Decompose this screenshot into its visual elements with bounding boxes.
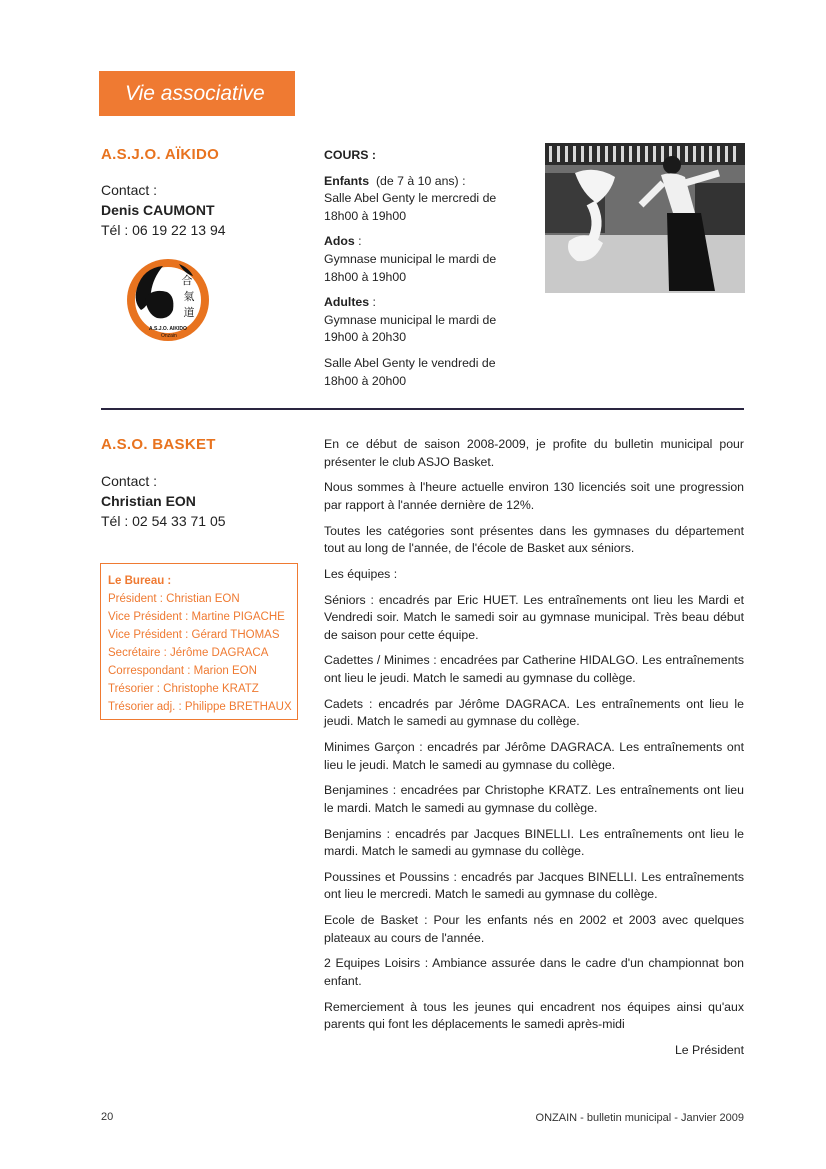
basket-paragraph: Cadets : encadrés par Jérôme DAGRACA. Les entraînements ont lieu le jeudi. Match le samedi au gymnase du collège. — [324, 696, 744, 729]
bureau-member: Président : Christian EON — [108, 593, 240, 605]
aikido-photo-illustration — [545, 143, 745, 293]
basket-paragraph: Poussines et Poussins : encadrés par Jacques BINELLI. Les entraînements ont lieu le mercredi. Match le samedi au gymnase du collège. — [324, 869, 744, 902]
enfants-label: Enfants — [324, 173, 370, 188]
ados-line2: 18h00 à 19h00 — [324, 269, 407, 284]
adultes-line1: Gymnase municipal le mardi de — [324, 312, 497, 327]
bureau-member: Trésorier adj. : Philippe BRETHAUX — [108, 701, 292, 713]
aikido-courses — [324, 147, 534, 398]
courses-vendredi — [324, 355, 534, 390]
basket-contact-label: Contact : — [101, 473, 158, 489]
aikido-phone: Tél : 06 19 22 13 94 — [101, 222, 226, 238]
basket-phone: Tél : 02 54 33 71 05 — [101, 513, 226, 529]
courses-adultes — [324, 294, 534, 347]
section-banner: Vie associative — [99, 71, 295, 116]
basket-paragraph: Nous sommes à l'heure actuelle environ 130 licenciés soit une progression par rapport à l'année dernière de 12%. — [324, 480, 744, 512]
basket-contact-name: Christian EON — [101, 493, 196, 509]
enfants-age: (de 7 à 10 ans) : — [375, 173, 466, 188]
basket-paragraph: Benjamines : encadrées par Christophe KRATZ. Les entraînements ont lieu le mardi. Match le samedi au gymnase du collège. — [324, 783, 744, 815]
aikido-logo-text: A.S.J.O. AIKIDO — [149, 326, 187, 332]
enfants-line1: Salle Abel Genty le mercredi de — [324, 191, 497, 206]
courses-ados — [324, 233, 534, 286]
bureau-member: Correspondant : Marion EON — [108, 665, 257, 677]
ados-label: Ados — [324, 234, 355, 249]
bureau-member: Vice Président : Gérard THOMAS — [108, 629, 280, 641]
enfants-line2: 18h00 à 19h00 — [324, 208, 407, 223]
aikido-logo-subtext: Onzain — [161, 333, 177, 339]
aikido-logo — [123, 258, 213, 348]
basket-paragraph: Séniors : encadrés par Eric HUET. Les entraînements ont lieu les Mardi et Vendredi soir. Match le samedi soir au gymnase municipal. Très beau début de saison pour cette équipe. — [324, 592, 744, 642]
bureau-box — [100, 563, 298, 720]
section-divider — [101, 408, 744, 410]
aikido-contact — [101, 180, 226, 240]
basket-signature: Le Président — [674, 1042, 744, 1057]
vendredi-line2: 18h00 à 20h00 — [324, 373, 407, 388]
adultes-line2: 19h00 à 20h30 — [324, 330, 407, 345]
adultes-label: Adultes — [324, 295, 370, 310]
basket-paragraph: Remerciement à tous les jeunes qui encadrent nos équipes ainsi qu'aux parents qui font les déplacements le samedi après-midi — [324, 999, 744, 1032]
basket-paragraph: Cadettes / Minimes : encadrées par Catherine HIDALGO. Les entraînements ont lieu le jeudi. Match le samedi au gymnase du collège. — [324, 653, 744, 685]
adultes-colon: : — [372, 295, 376, 310]
courses-enfants — [324, 173, 534, 226]
basket-article — [324, 436, 744, 1068]
basket-paragraph: Ecole de Basket : Pour les enfants nés en 2002 et 2003 avec quelques plateaux au cours de l'année. — [324, 913, 744, 945]
basket-paragraph: 2 Equipes Loisirs : Ambiance assurée dans le cadre d'un championnat bon enfant. — [324, 956, 744, 988]
page-number: 20 — [101, 1111, 114, 1123]
aikido-contact-name: Denis CAUMONT — [101, 202, 215, 218]
bureau-member: Secrétaire : Jérôme DAGRACA — [108, 647, 269, 659]
basket-paragraph: Les équipes : — [324, 566, 398, 581]
basket-contact — [101, 471, 226, 531]
aikido-title: A.S.J.O. AÏKIDO — [101, 146, 220, 163]
basket-paragraph: Minimes Garçon : encadrés par Jérôme DAGRACA. Les entraînements ont lieu le jeudi. Match le samedi au gymnase du collège. — [324, 739, 744, 772]
publication-footer: ONZAIN - bulletin municipal - Janvier 2009 — [535, 1112, 744, 1124]
basket-paragraph: Toutes les catégories sont présentes dans les gymnases du département tout au long de l'année, de l'école de Basket aux séniors. — [324, 523, 744, 556]
basket-title: A.S.O. BASKET — [101, 436, 216, 453]
svg-text:合: 合 — [181, 274, 193, 287]
vendredi-line1: Salle Abel Genty le vendredi de — [324, 355, 496, 370]
courses-title: COURS : — [324, 148, 376, 162]
ados-line1: Gymnase municipal le mardi de — [324, 251, 497, 266]
basket-paragraph: En ce début de saison 2008-2009, je profite du bulletin municipal pour présenter le club ASJO Basket. — [324, 437, 744, 469]
ados-colon: : — [358, 234, 362, 249]
svg-text:道: 道 — [183, 306, 195, 319]
bureau-member: Vice Président : Martine PIGACHE — [108, 611, 285, 623]
svg-text:氣: 氣 — [183, 290, 195, 303]
basket-paragraph: Benjamins : encadrés par Jacques BINELLI. Les entraînements ont lieu le mardi. Match le samedi au gymnase du collège. — [324, 826, 744, 859]
bureau-member: Trésorier : Christophe KRATZ — [108, 683, 259, 695]
bureau-title: Le Bureau : — [108, 575, 172, 587]
aikido-contact-label: Contact : — [101, 182, 158, 198]
aikido-photo — [545, 143, 745, 293]
